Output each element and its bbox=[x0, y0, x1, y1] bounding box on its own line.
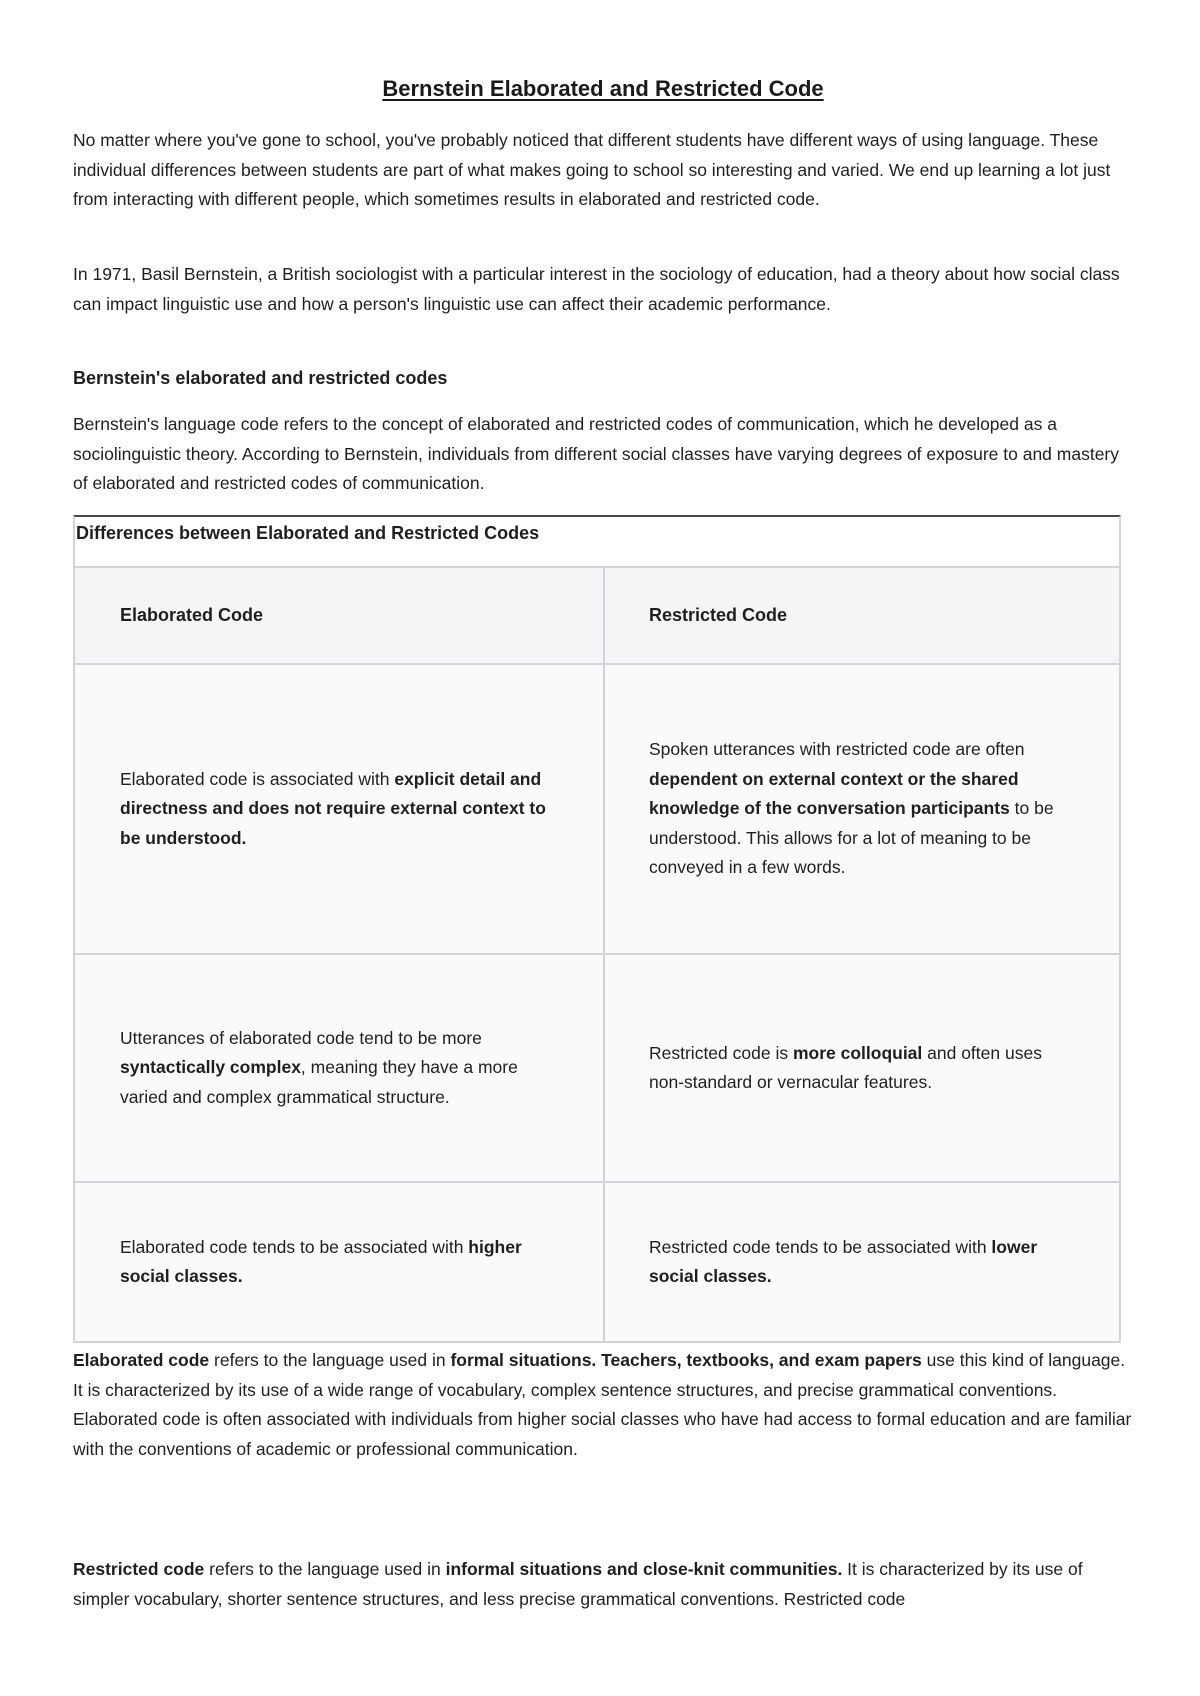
restricted-code-paragraph bbox=[73, 1555, 1133, 1614]
cell-text bbox=[120, 1024, 563, 1113]
header-elaborated-label: Elaborated Code bbox=[120, 604, 264, 625]
paragraph-text: use this kind of language. It is characterized by its use of a wide range of vocabulary, complex sentence structures, and precise grammatical conventions. Elaborated code is often associated with individuals from higher social classes who have had access to formal education and are familiar with the conventions of academic or professional communication. bbox=[73, 1350, 1132, 1459]
cell-elaborated bbox=[75, 1183, 605, 1341]
intro-paragraph-1: No matter where you've gone to school, you've probably noticed that different students have different ways of using language. These individual differences between students are part of what makes going to school so interesting and varied. We end up learning a lot just from interacting with different people, which sometimes results in elaborated and restricted code. bbox=[73, 130, 1111, 209]
cell-text-plain: Elaborated code is associated with bbox=[120, 768, 395, 789]
cell-restricted bbox=[605, 955, 1119, 1181]
intro-paragraph-2: In 1971, Basil Bernstein, a British sociologist with a particular interest in the sociology of education, had a theory about how social class can impact linguistic use and how a person's linguistic use can affect their academic performance. bbox=[73, 264, 1120, 314]
table-row bbox=[75, 955, 1119, 1183]
cell-text bbox=[120, 1233, 563, 1292]
table-caption: Differences between Elaborated and Restricted Codes bbox=[75, 517, 1119, 568]
cell-text-plain: Restricted code is bbox=[649, 1042, 793, 1063]
elaborated-code-paragraph bbox=[73, 1346, 1133, 1464]
paragraph-text: refers to the language used in bbox=[209, 1350, 451, 1370]
cell-restricted bbox=[605, 1183, 1119, 1341]
comparison-table bbox=[73, 515, 1121, 1343]
cell-text bbox=[649, 1233, 1069, 1292]
cell-text-bold: syntactically complex bbox=[120, 1057, 301, 1078]
elaborated-term: Elaborated code bbox=[73, 1350, 210, 1370]
section-paragraph: Bernstein's language code refers to the concept of elaborated and restricted codes of communication, which he developed as a sociolinguistic theory. According to Bernstein, individuals from different social classes have varying degrees of exposure to and mastery of elaborated and restricted codes of communication. bbox=[73, 414, 1120, 493]
header-cell-elaborated bbox=[75, 568, 605, 663]
cell-text-plain: , meaning they have a more varied and complex grammatical structure. bbox=[120, 1057, 518, 1107]
cell-text-bold: lower social classes. bbox=[649, 1236, 1038, 1286]
paragraph-text: It is characterized by its use of simpler vocabulary, shorter sentence structures, and less precise grammatical conventions. Restricted code bbox=[73, 1559, 1083, 1609]
cell-elaborated bbox=[75, 665, 605, 953]
header-cell-restricted bbox=[605, 568, 1119, 663]
table-row bbox=[75, 665, 1119, 955]
page-title: Bernstein Elaborated and Restricted Code bbox=[382, 76, 824, 101]
cell-text-plain: and often uses non-standard or vernacular features. bbox=[649, 1042, 1042, 1092]
paragraph-bold: informal situations and close-knit communities. bbox=[445, 1559, 843, 1579]
cell-text-plain: Elaborated code tends to be associated with bbox=[120, 1236, 469, 1257]
cell-text-plain: Restricted code tends to be associated with bbox=[649, 1236, 992, 1257]
table-row bbox=[75, 1183, 1119, 1341]
paragraph-bold: formal situations. Teachers, textbooks, and exam papers bbox=[450, 1350, 922, 1370]
cell-text bbox=[649, 1039, 1069, 1098]
table-header-row bbox=[75, 568, 1119, 665]
restricted-term: Restricted code bbox=[73, 1559, 205, 1579]
paragraph-text: refers to the language used in bbox=[204, 1559, 446, 1579]
section-heading: Bernstein's elaborated and restricted codes bbox=[73, 368, 448, 388]
cell-text-bold: explicit detail and directness and does not require external context to be understood. bbox=[120, 768, 546, 848]
cell-text-plain: to be understood. This allows for a lot of meaning to be conveyed in a few words. bbox=[649, 798, 1054, 878]
cell-text-bold: higher social classes. bbox=[120, 1236, 522, 1286]
cell-restricted bbox=[605, 665, 1119, 953]
header-restricted-label: Restricted Code bbox=[649, 604, 788, 625]
cell-text-plain: Utterances of elaborated code tend to be more bbox=[120, 1027, 482, 1048]
cell-text-bold: more colloquial bbox=[792, 1042, 923, 1063]
cell-text bbox=[649, 735, 1069, 883]
cell-text-plain: Spoken utterances with restricted code are often bbox=[649, 739, 1025, 760]
cell-text bbox=[120, 765, 563, 854]
cell-elaborated bbox=[75, 955, 605, 1181]
cell-text-bold: dependent on external context or the shared knowledge of the conversation participants bbox=[649, 768, 1019, 819]
